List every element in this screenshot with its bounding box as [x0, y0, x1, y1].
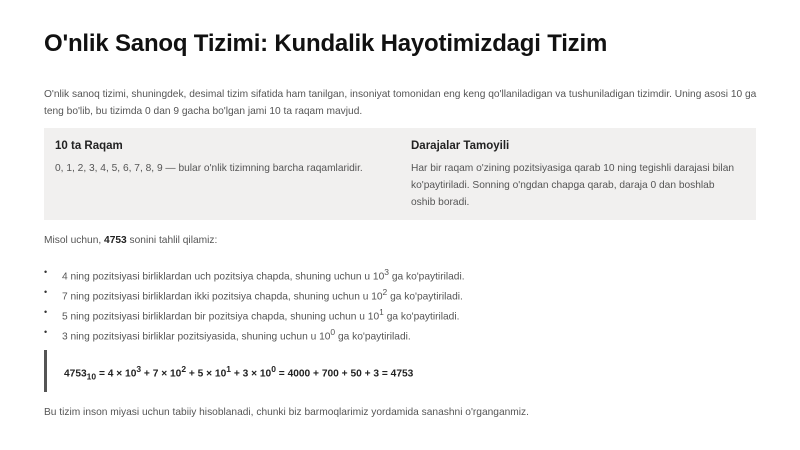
formula-exponent: 2 — [181, 364, 187, 374]
list-item-tail: ga ko'paytiriladi. — [388, 271, 465, 283]
list-item-text: 7 ning pozitsiyasi birliklardan ikki pozitsiya chapda, shuning uchun u 10 — [62, 291, 383, 303]
formula-base: 10 — [86, 371, 97, 382]
formula-exponent: 1 — [226, 364, 231, 374]
formula-block — [44, 350, 647, 392]
list-item-exponent: 2 — [382, 287, 388, 297]
formula-term: + 3 × 10 — [231, 368, 272, 380]
formula-exponent: 0 — [271, 364, 276, 374]
powers-column — [411, 140, 741, 211]
formula-term: + 5 × 10 — [186, 368, 227, 380]
example-lead — [44, 235, 217, 246]
formula-term: = 4 × 10 — [96, 368, 137, 380]
formula-result: = 4000 + 700 + 50 + 3 = 4753 — [275, 368, 414, 380]
intro-paragraph: O'nlik sanoq tizimi, shuningdek, desimal tizim sifatida ham tanilgan, insoniyat tomonidan eng keng qo'llaniladigan va tushuniladigan tizimdir. Uning asosi 10 ga teng bo'lib, bu tizimda 0 dan 9 gacha bo'lgan jami 10 ta raqam mavjud. — [44, 89, 757, 117]
digits-heading: 10 ta Raqam — [55, 140, 123, 152]
list-item-exponent: 3 — [384, 267, 389, 277]
powers-text: Har bir raqam o'zining pozitsiyasiga qarab 10 ning tegishli darajasi bilan ko'paytiriladi. Sonning o'ngdan chapga qarab, daraja 0 dan boshlab oshib boradi. — [411, 163, 735, 208]
example-number: 4753 — [104, 235, 127, 246]
list-item-exponent: 0 — [330, 327, 336, 337]
info-box — [44, 128, 756, 220]
list-item — [44, 302, 465, 322]
list-item-exponent: 1 — [379, 307, 384, 317]
powers-heading: Darajalar Tamoyili — [411, 140, 510, 152]
list-item-tail: ga ko'paytiriladi. — [383, 311, 460, 323]
list-item-tail: ga ko'paytiriladi. — [387, 291, 463, 303]
list-item-text: 5 ning pozitsiyasi birliklardan bir pozitsiya chapda, shuning uchun u 10 — [62, 311, 380, 323]
list-item — [44, 262, 465, 282]
example-lead-before: Misol uchun, — [44, 235, 105, 246]
formula-term: + 7 × 10 — [141, 368, 182, 380]
formula-number: 4753 — [64, 368, 87, 380]
digits-text: 0, 1, 2, 3, 4, 5, 6, 7, 8, 9 — bular o'nlik tizimning barcha raqamlaridir. — [55, 163, 363, 174]
expansion-formula — [64, 364, 413, 381]
page-title: O'nlik Sanoq Tizimi: Kundalik Hayotimizdagi Tizim — [44, 30, 608, 57]
list-item-text: 4 ning pozitsiyasi birliklardan uch pozitsiya chapda, shuning uchun u 10 — [62, 271, 385, 283]
bullet-icon: • — [44, 287, 48, 297]
position-list — [44, 262, 465, 342]
formula-exponent: 3 — [136, 364, 142, 374]
bullet-icon: • — [44, 307, 48, 317]
list-item-text: 3 ning pozitsiyasi birliklar pozitsiyasida, shuning uchun u 10 — [62, 331, 331, 343]
bullet-icon: • — [44, 267, 48, 277]
example-lead-after: sonini tahlil qilamiz: — [126, 235, 218, 246]
list-item — [44, 282, 465, 302]
closing-paragraph: Bu tizim inson miyasi uchun tabiiy hisoblanadi, chunki biz barmoqlarimiz yordamida sanashni o'rganganmiz. — [44, 407, 529, 418]
digits-column — [55, 140, 395, 177]
bullet-icon: • — [44, 327, 48, 337]
list-item — [44, 322, 465, 342]
list-item-tail: ga ko'paytiriladi. — [335, 331, 411, 343]
